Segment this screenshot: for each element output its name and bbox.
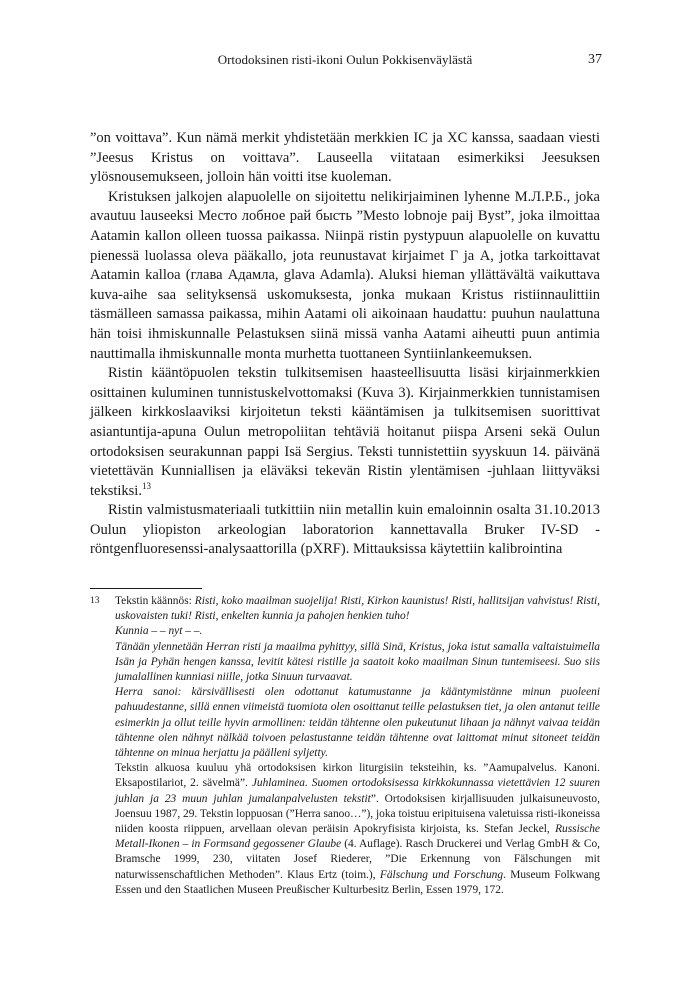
paragraph-3	[90, 364, 600, 501]
running-title: Ortodoksinen risti-ikoni Oulun Pokkisenväylästä	[217, 52, 473, 67]
footnote-herra-text: Herra sanoi: kärsivällisesti olen odottanut katumustanne ja kääntymistänne minun puoleeni pahuudestanne, sillä ennen viimeistä tuomiota olen osoittanut teille pelastuksen tiet, ja olen antanut teille esimerkin ja ollut teille hyvin armollinen: teidän tähtenne olen pukeutunut lihaan ja nähnyt vaivaa teidän tähtenne olen nähnyt nälkää toivoen pelastustanne teidän tähtenne ovat laittomat minut sitoneet teidän tähtenne on minua herjattu ja päälleni syljetty.	[115, 686, 600, 760]
footnote-13	[90, 594, 600, 898]
footnote-title-jeckel: Russische Metall-Ikonen – in Formsand gegossener Glaube	[115, 823, 600, 851]
footnote-sources-e: (4. Auflage). Rasch Druckerei und Verlag GmbH & Co, Bramsche 1999, 230, viitaten Josef Riederer, ”Die Erkennung von Fälschungen mit naturwissenschaftlichen Methoden”. Klaus Ertz (toim.),	[115, 838, 601, 881]
footnote-kunnia-text: Kunnia – – nyt – –.	[115, 625, 203, 638]
paragraph-2: Kristuksen jalkojen alapuolelle on sijoitettu nelikirjaiminen lyhenne М.Л.Р.Б., joka avautuu lauseeksi Место лобное рай бысть ”Mesto lobnoje paij Byst”, joka ilmoittaa Aatamin kallon olleen tuossa paikassa. Niinpä ristin pystypuun alapuolelle on kuvattu pienessä luolassa oleva pääkallo, jota reunustavat kirjaimet Г ja А, jotka tarkoittavat Aatamin kalloa (глава Адамла, glava Adamla). Aluksi hieman yllättävältä vaikuttava kuva-aihe saa selityksensä uskomuksesta, jonka mukaan Kristus ristiinnaulittiin täsmälleen samassa paikassa, mihin Aatami oli aikoinaan haudattu: puuhun naulattuna hän toisi ihmiskunnalle Pelastuksen siinä missä vanha Aatami aiheutti puun antimia nauttimalla ihmiskunnalle monta murhetta tuottaneen Syntiinlankeemuksen.	[90, 188, 600, 362]
footnote-translation-text: Risti, koko maailman suojelija! Risti, Kirkon kaunistus! Risti, hallitsijan vahvistus! Risti, uskovaisten tuki! Risti, enkelten kunnia ja pahojen henkien tuho!	[115, 595, 600, 623]
footnote-intro: Tekstin käännös:	[115, 595, 195, 607]
paragraph-3-text: Ristin kääntöpuolen tekstin tulkitsemisen haasteellisuutta lisäsi kirjainmerkkien osittainen kuluminen tunnistuskelvottomaksi (Kuva 3). Kirjainmerkkien tunnistamisen jälkeen kirkkoslaaviksi kirjoitetun teksti kääntämisen ja tulkitsemisen suorittivat asiantuntija-apuna Oulun metropoliitan tehtäviä hoitanut piispa Arseni sekä Oulun ortodoksisen seurakunnan pappi Isä Sergius. Teksti tunnistettiin syyskuun 14. päivänä vietettävän Kunniallisen ja eläväksi tekevän Ristin ylentämisen -juhlaan liittyväksi tekstiksi.	[90, 365, 600, 499]
footnote-title-juhlaminea: Juhlaminea. Suomen ortodoksisessa kirkkokunnassa vietettävien 12 suuren juhlan ja 23 muun juhlan jumalanpalvelusten tekstit	[115, 777, 600, 805]
footnote-number: 13	[90, 596, 100, 606]
footnote-reference[interactable]: 13	[141, 480, 151, 491]
footnote-sources	[115, 761, 600, 898]
footnote-tanaan-text: Tänään ylennetään Herran risti ja maailma pyhittyy, sillä Sinä, Kristus, joka istut samalla valtaistuimella Isän ja Pyhän hengen kanssa, levitit kätesi ristille ja saatoit koko maailman Sinun tuntemiseesi. Suo siis jumalallinen kunniasi niille, jotka Sinuun turvaavat.	[115, 640, 600, 684]
page-number: 37	[588, 52, 602, 67]
footnote-line-herra	[115, 685, 600, 761]
paragraph-4: Ristin valmistusmateriaali tutkittiin niin metallin kuin emaloinnin osalta 31.10.2013 Oulun yliopiston arkeologian laboratorion kannettavalla Bruker IV-SD -röntgenfluoresenssi-analysaattorilla (pXRF). Mittauksissa käytettiin kalibrointina	[90, 502, 600, 558]
footnote-line-tanaan	[115, 640, 600, 686]
footnote-divider	[90, 588, 202, 589]
paragraph-1: ”on voittava”. Kun nämä merkit yhdistetään merkkien IC ja XC kanssa, saadaan viesti ”Jeesus Kristus on voittava”. Lauseella viitataan esimerkiksi Jeesuksen ylösnousemukseen, jolloin hän voitti itse kuoleman.	[90, 130, 600, 186]
footnote-sources-a: Tekstin alkuosa kuuluu yhä ortodoksisen kirkon liturgisiin teksteihin, ks. ”Aamupalvelus. Kanoni. Eksapostilariot, 2. sävelmä”.	[115, 762, 600, 790]
footnote-title-falschung: Fälschung und Forschung	[379, 868, 504, 881]
footnote-body	[115, 594, 600, 898]
footnote-sources-c: ”. Ortodoksisen kirjallisuuden julkaisuneuvosto, Joensuu 1987, 29. Tekstin loppuosan (”Herra sanoo…”), joka toistuu eripituisena valetuissa risti-ikoneissa niiden koosta riippuen, arvellaan olevan peräisin Apokryfisista kirjoista, ks. Stefan Jeckel,	[115, 792, 600, 836]
body-text	[90, 129, 600, 560]
footnote-translation	[115, 594, 600, 624]
footnote-sources-g: . Museum Folkwang Essen und den Staatlichen Museen Preußischer Kulturbesitz Berlin, Essen 1979, 172.	[115, 868, 600, 896]
footnote-line-kunnia	[115, 624, 600, 639]
